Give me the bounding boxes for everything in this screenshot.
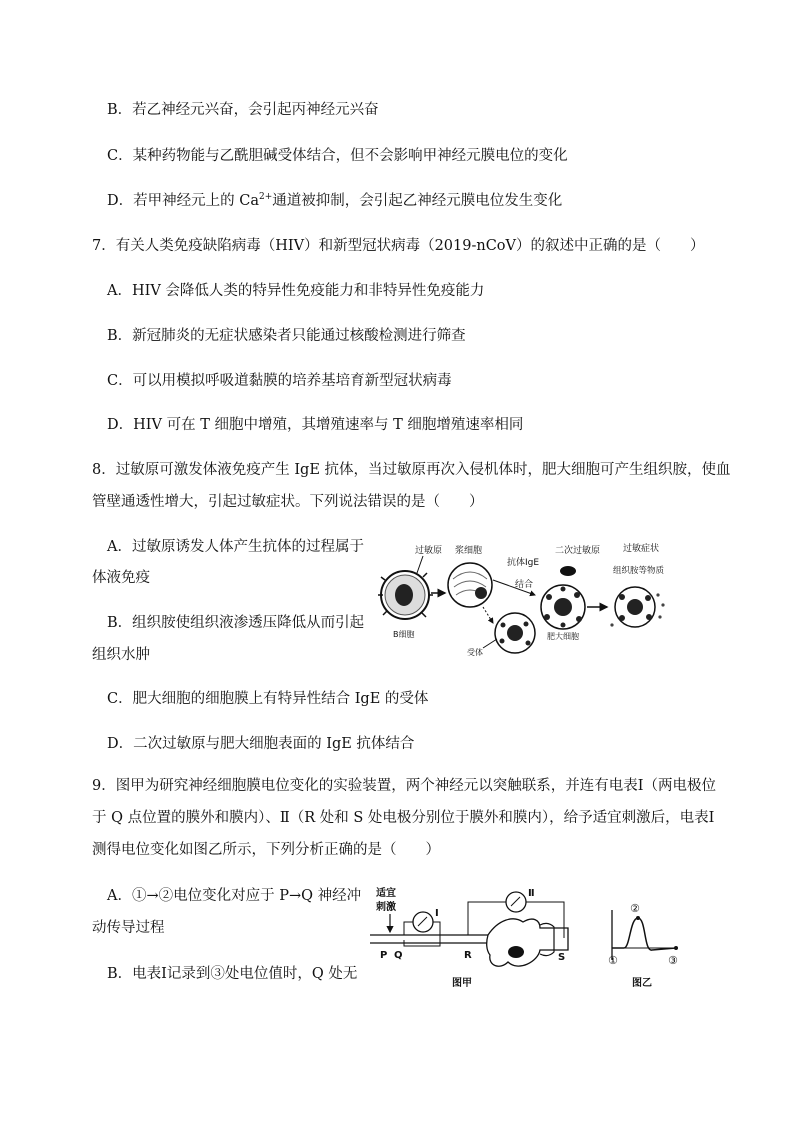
label-meter-ii: Ⅱ (528, 888, 535, 899)
label-binding: 结合 (515, 580, 534, 590)
q8-option-d: D．二次过敏原与肥大细胞表面的 IgE 抗体结合 (107, 736, 415, 752)
q8-option-b-line1: B．组织胺使组织液渗透压降低从而引起 (107, 615, 365, 631)
label-meter-i: Ⅰ (435, 908, 439, 919)
postsynaptic-neuron (487, 919, 568, 966)
label-figure-yi: 图乙 (632, 978, 652, 989)
label-q: Q (394, 950, 403, 961)
label-stimulus-1: 适宜 (376, 888, 396, 899)
q9-stem-line1: 9．图甲为研究神经细胞膜电位变化的实验装置，两个神经元以突触联系，并连有电表Ⅰ（两电极位 (92, 778, 716, 794)
second-allergen-shape (560, 566, 576, 576)
label-plasma-cell: 浆细胞 (455, 546, 483, 556)
figure-yi (600, 900, 695, 992)
point-2 (636, 916, 640, 920)
q8-stem-line2: 管壁通透性增大，引起过敏症状。下列说法错误的是（ ） (92, 494, 484, 510)
label-histamine: 组织胺等物质 (613, 566, 665, 576)
label-antibody-ige: 抗体IgE (507, 558, 540, 568)
plasma-cell (448, 563, 492, 607)
figure-jia (368, 880, 593, 992)
label-stimulus-2: 刺激 (376, 902, 396, 913)
q8-option-a-line1: A．过敏原诱发人体产生抗体的过程属于 (107, 539, 364, 555)
q6-option-d-superscript: 2+ (258, 192, 273, 203)
label-b-cell: B细胞 (393, 630, 415, 639)
label-receptor: 受体 (467, 648, 483, 657)
q7-option-b: B．新冠肺炎的无症状感染者只能通过核酸检测进行筛查 (107, 328, 466, 344)
degranulating-mast-cell (610, 587, 664, 627)
label-mast-cell: 肥大细胞 (547, 632, 579, 641)
q8-option-a-line2: 体液免疫 (92, 570, 150, 586)
q7-option-c: C．可以用模拟呼吸道黏膜的培养基培育新型冠状病毒 (107, 373, 452, 389)
label-allergy-symptom: 过敏症状 (623, 544, 660, 554)
label-circle-1: ① (608, 954, 618, 967)
meter-ii (506, 892, 526, 912)
allergy-mechanism-figure (375, 535, 700, 660)
q7-option-a: A．HIV 会降低人类的特异性免疫能力和非特异性免疫能力 (107, 283, 485, 299)
potential-curve (612, 918, 676, 950)
q8-stem-line1: 8．过敏原可激发体液免疫产生 IgE 抗体，当过敏原再次入侵机体时，肥大细胞可产生组织胺，使血 (92, 462, 731, 478)
label-circle-3: ③ (668, 954, 678, 967)
label-second-allergen: 二次过敏原 (555, 546, 601, 556)
q7-stem: 7．有关人类免疫缺陷病毒（HIV）和新型冠状病毒（2019-nCoV）的叙述中正确的是（ ） (92, 238, 705, 254)
label-circle-2: ② (630, 902, 640, 915)
label-figure-jia: 图甲 (452, 978, 472, 989)
b-cell (381, 571, 429, 619)
q9-option-a-line2: 动传导过程 (92, 920, 165, 936)
q8-option-b-line2: 组织水肿 (92, 647, 150, 663)
q9-stem-line2: 于 Q 点位置的膜外和膜内）、Ⅱ（R 处和 S 处电极分别位于膜外和膜内），给予适宜刺激后，电表Ⅰ (92, 810, 715, 826)
label-p: P (380, 950, 388, 961)
q9-stem-line3: 测得电位变化如图乙所示，下列分析正确的是（ ） (92, 842, 440, 858)
q6-option-c: C．某种药物能与乙酰胆碱受体结合，但不会影响甲神经元膜电位的变化 (107, 148, 568, 164)
label-allergen: 过敏原 (415, 546, 443, 556)
neuron-nucleus (508, 946, 524, 958)
label-r: R (464, 950, 472, 961)
receptor-pointer (483, 639, 497, 648)
mast-cell (541, 585, 585, 629)
q7-option-d: D．HIV 可在 T 细胞中增殖，其增殖速率与 T 细胞增殖速率相同 (107, 417, 524, 433)
receptor-mast-cell (495, 613, 535, 653)
q9-option-a-line1: A．①→②电位变化对应于 P→Q 神经冲 (107, 888, 362, 904)
q8-option-c: C．肥大细胞的细胞膜上有特异性结合 IgE 的受体 (107, 691, 429, 707)
meter-i (413, 912, 433, 932)
label-s: S (558, 952, 566, 963)
point-3 (674, 946, 678, 950)
q6-option-d-text-2: 通道被抑制，会引起乙神经元膜电位发生变化 (272, 193, 563, 209)
allergen-pointer (417, 556, 423, 573)
arrow-to-receptor-cell (483, 607, 493, 623)
q6-option-d-text-1: D．若甲神经元上的 Ca (107, 193, 259, 209)
q6-option-b: B．若乙神经元兴奋，会引起丙神经元兴奋 (107, 102, 379, 118)
q6-option-d (107, 191, 562, 211)
q9-option-b-line1: B．电表Ⅰ记录到③处电位值时，Q 处无 (107, 966, 358, 982)
